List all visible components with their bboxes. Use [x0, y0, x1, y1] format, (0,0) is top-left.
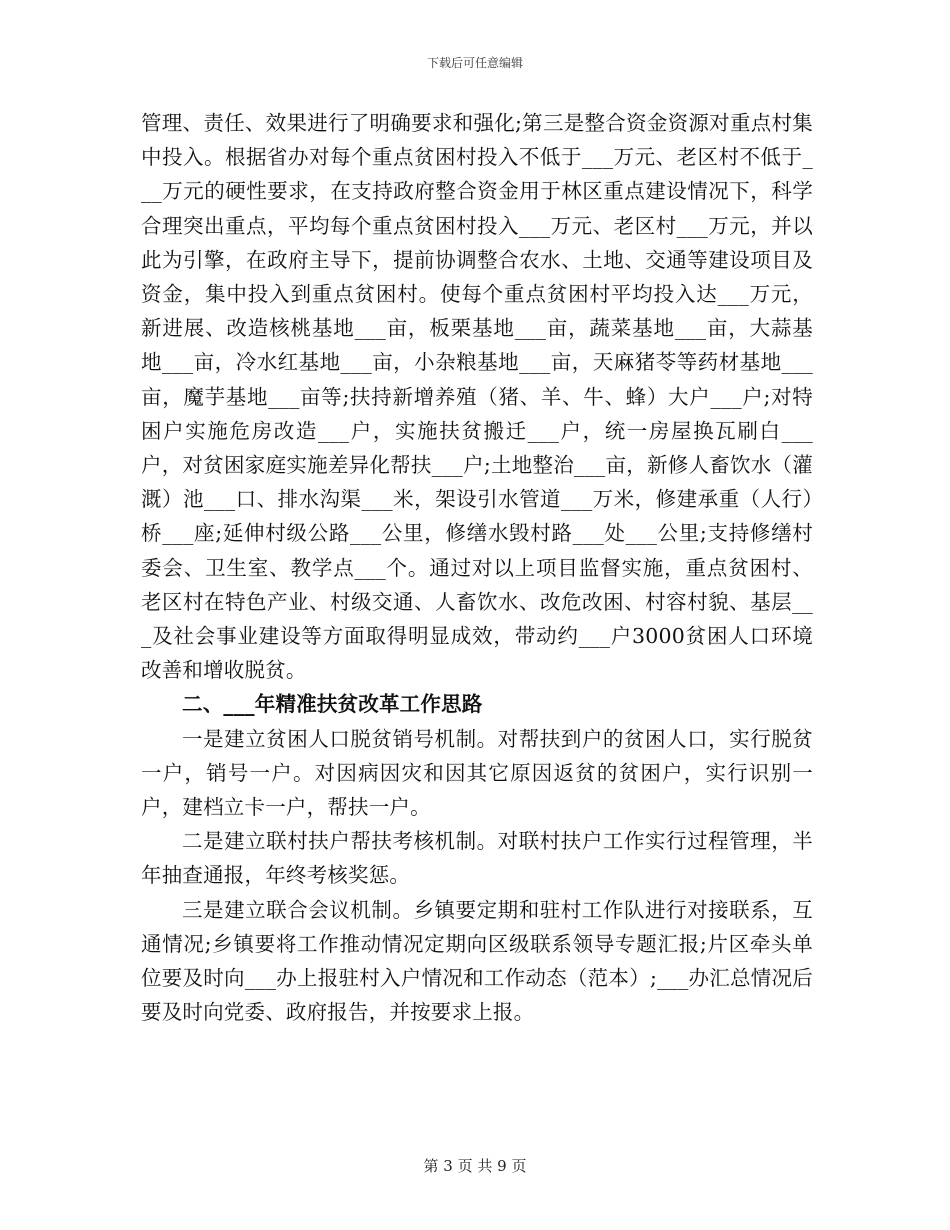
section-heading-2: 二、___年精准扶贫改革工作思路	[182, 692, 483, 717]
document-body	[141, 106, 813, 1029]
body-paragraph-4: 三是建立联合会议机制。乡镇要定期和驻村工作队进行对接联系，互通情况;乡镇要将工作推动情况定期向区级联系领导专题汇报;片区牵头单位要及时向___办上报驻村入户情况和工作动态（范本）;___办汇总情况后要及时向党委、政府报告，并按要求上报。	[141, 897, 813, 1025]
body-paragraph-3: 二是建立联村扶户帮扶考核机制。对联村扶户工作实行过程管理，半年抽查通报，年终考核奖惩。	[141, 829, 813, 888]
page-footer: 第 3 页 共 9 页	[423, 1157, 527, 1175]
page-header: 下载后可任意编辑	[426, 56, 523, 70]
body-paragraph-1: 管理、责任、效果进行了明确要求和强化;第三是整合资金资源对重点村集中投入。根据省办对每个重点贫困村投入不低于___万元、老区村不低于___万元的硬性要求，在支持政府整合资金用于林区重点建设情况下，科学合理突出重点，平均每个重点贫困村投入___万元、老区村___万元，并以此为引擎，在政府主导下，提前协调整合农水、土地、交通等建设项目及资金，集中投入到重点贫困村。使每个重点贫困村平均投入达___万元，新进展、改造核桃基地___亩，板栗基地___亩，蔬菜基地___亩，大蒜基地___亩，冷水红基地___亩，小杂粮基地___亩，天麻猪苓等药材基地___亩，魔芋基地___亩等;扶持新增养殖（猪、羊、牛、蜂）大户___户;对特困户实施危房改造___户，实施扶贫搬迁___户，统一房屋换瓦刷白___户，对贫困家庭实施差异化帮扶___户;土地整治___亩，新修人畜饮水（灌溉）池___口、排水沟渠___米，架设引水管道___万米，修建承重（人行）桥___座;延伸村级公路___公里，修缮水毁村路___处___公里;支持修缮村委会、卫生室、教学点___个。通过对以上项目监督实施，重点贫困村、老区村在特色产业、村级交通、人畜饮水、改危改困、村容村貌、基层___及社会事业建设等方面取得明显成效，带动约___户3000贫困人口环境改善和增收脱贫。	[141, 111, 813, 683]
body-paragraph-2: 一是建立贫困人口脱贫销号机制。对帮扶到户的贫困人口，实行脱贫一户，销号一户。对因病因灾和因其它原因返贫的贫困户，实行识别一户，建档立卡一户，帮扶一户。	[141, 726, 813, 820]
